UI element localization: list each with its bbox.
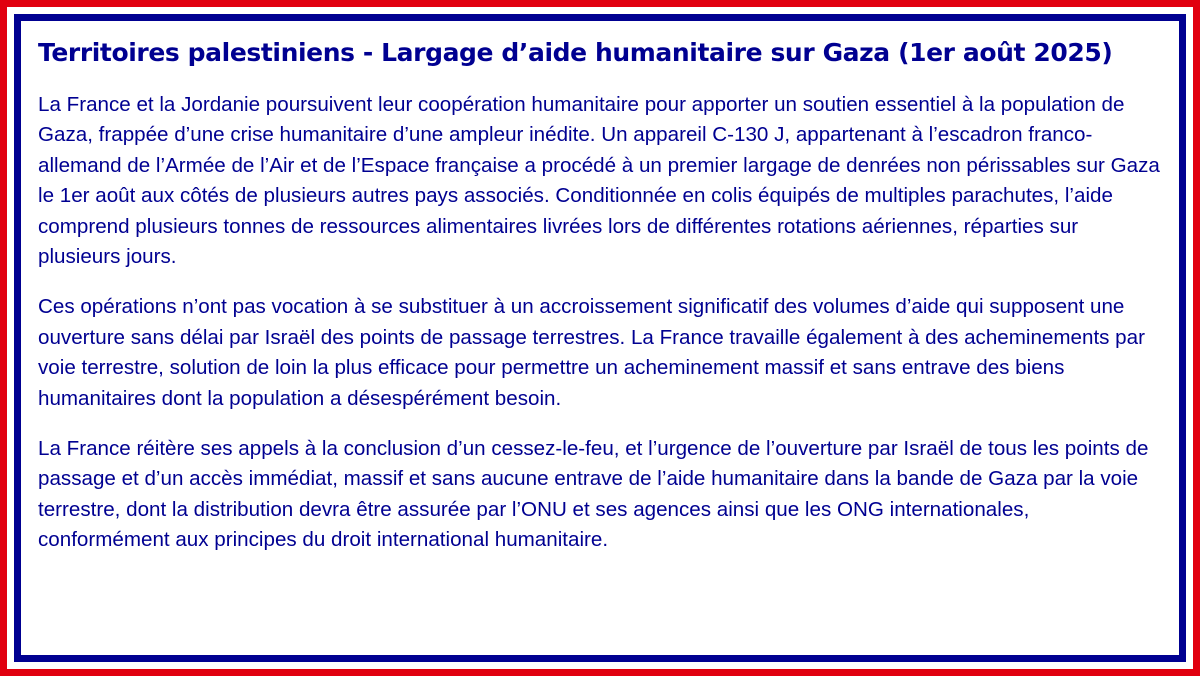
paragraph-1: La France et la Jordanie poursuivent leur coopération humanitaire pour apporter un soutien essentiel à la population de Gaza, frappée d’une crise humanitaire d’une ampleur inédite. Un appareil C-130 J, appartenant à l’escadron franco-allemand de l’Armée de l’Air et de l’Espace française a procédé à un premier largage de denrées non périssables sur Gaza le 1er août aux côtés de plusieurs autres pays associés. Conditionnée en colis équipés de multiples parachutes, l’aide comprend plusieurs tonnes de ressources alimentaires livrées lors de différentes rotations aériennes, réparties sur plusieurs jours. — [38, 93, 1160, 269]
paragraph-3: La France réitère ses appels à la conclusion d’un cessez-le-feu, et l’urgence de l’ouverture par Israël de tous les points de passage et d’un accès immédiat, massif et sans aucune entrave de l’aide humanitaire dans la bande de Gaza par la voie terrestre, dont la distribution devra être assurée par l’ONU et ses agences ainsi que les ONG internationales, conformément aux principes du droit international humanitaire. — [38, 437, 1149, 552]
paragraph-2: Ces opérations n’ont pas vocation à se substituer à un accroissement significatif des volumes d’aide qui supposent une ouverture sans délai par Israël des points de passage terrestres. La France travaille également à des acheminements par voie terrestre, solution de loin la plus efficace pour permettre un acheminement massif et sans entrave des biens humanitaires dont la population a désespérément besoin. — [38, 295, 1145, 410]
statement-body — [38, 36, 1160, 576]
statement-title: Territoires palestiniens - Largage d’aide humanitaire sur Gaza (1er août 2025) — [38, 38, 1113, 67]
